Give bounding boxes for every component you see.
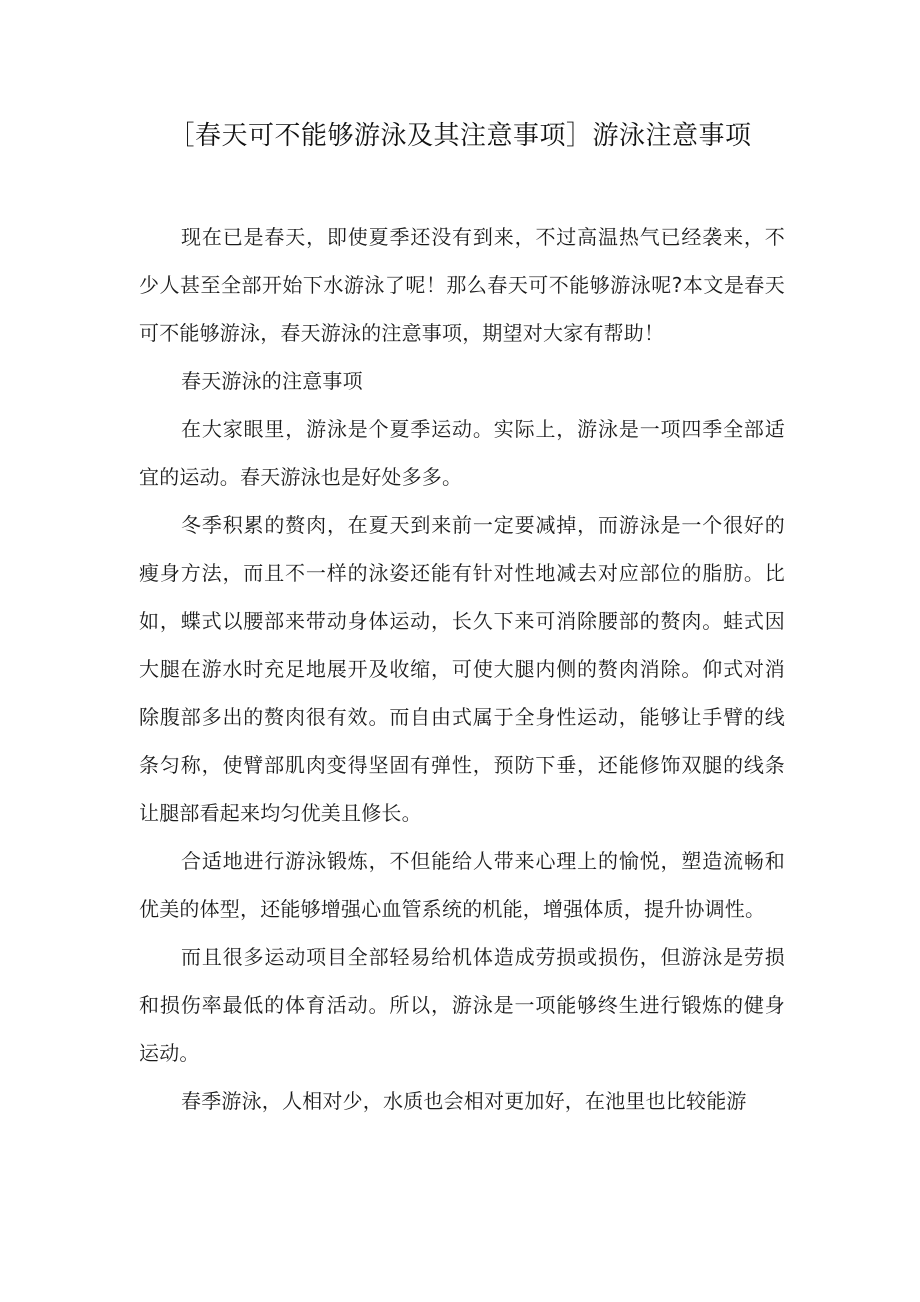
paragraph-spring: 春季游泳，人相对少，水质也会相对更加好，在池里也比较能游 <box>181 1089 747 1113</box>
document-body <box>139 213 785 1125</box>
paragraph-intro: 现在已是春天，即使夏季还没有到来，不过高温热气已经袭来，不少人甚至全部开始下水游泳了呢！那么春天可不能够游泳呢?本文是春天可不能够游泳，春天游泳的注意事项，期望对大家有帮助！ <box>139 225 785 345</box>
document-title: ［春天可不能够游泳及其注意事项］游泳注意事项 <box>168 121 752 151</box>
paragraph-all-seasons: 在大家眼里，游泳是个夏季运动。实际上，游泳是一项四季全部适宜的运动。春天游泳也是好处多多。 <box>139 417 785 489</box>
paragraph-slimming: 冬季积累的赘肉，在夏天到来前一定要减掉，而游泳是一个很好的瘦身方法，而且不一样的泳姿还能有针对性地减去对应部位的脂肪。比如，蝶式以腰部来带动身体运动，长久下来可消除腰部的赘肉。蛙式因大腿在游水时充足地展开及收缩，可使大腿内侧的赘肉消除。仰式对消除腹部多出的赘肉很有效。而自由式属于全身性运动，能够让手臂的线条匀称，使臂部肌肉变得坚固有弹性，预防下垂，还能修饰双腿的线条让腿部看起来均匀优美且修长。 <box>139 513 785 825</box>
section-heading: 春天游泳的注意事项 <box>181 369 363 393</box>
paragraph-benefits: 合适地进行游泳锻炼，不但能给人带来心理上的愉悦，塑造流畅和优美的体型，还能够增强心血管系统的机能，增强体质，提升协调性。 <box>139 849 785 921</box>
paragraph-low-injury: 而且很多运动项目全部轻易给机体造成劳损或损伤，但游泳是劳损和损伤率最低的体育活动。所以，游泳是一项能够终生进行锻炼的健身运动。 <box>139 945 785 1065</box>
